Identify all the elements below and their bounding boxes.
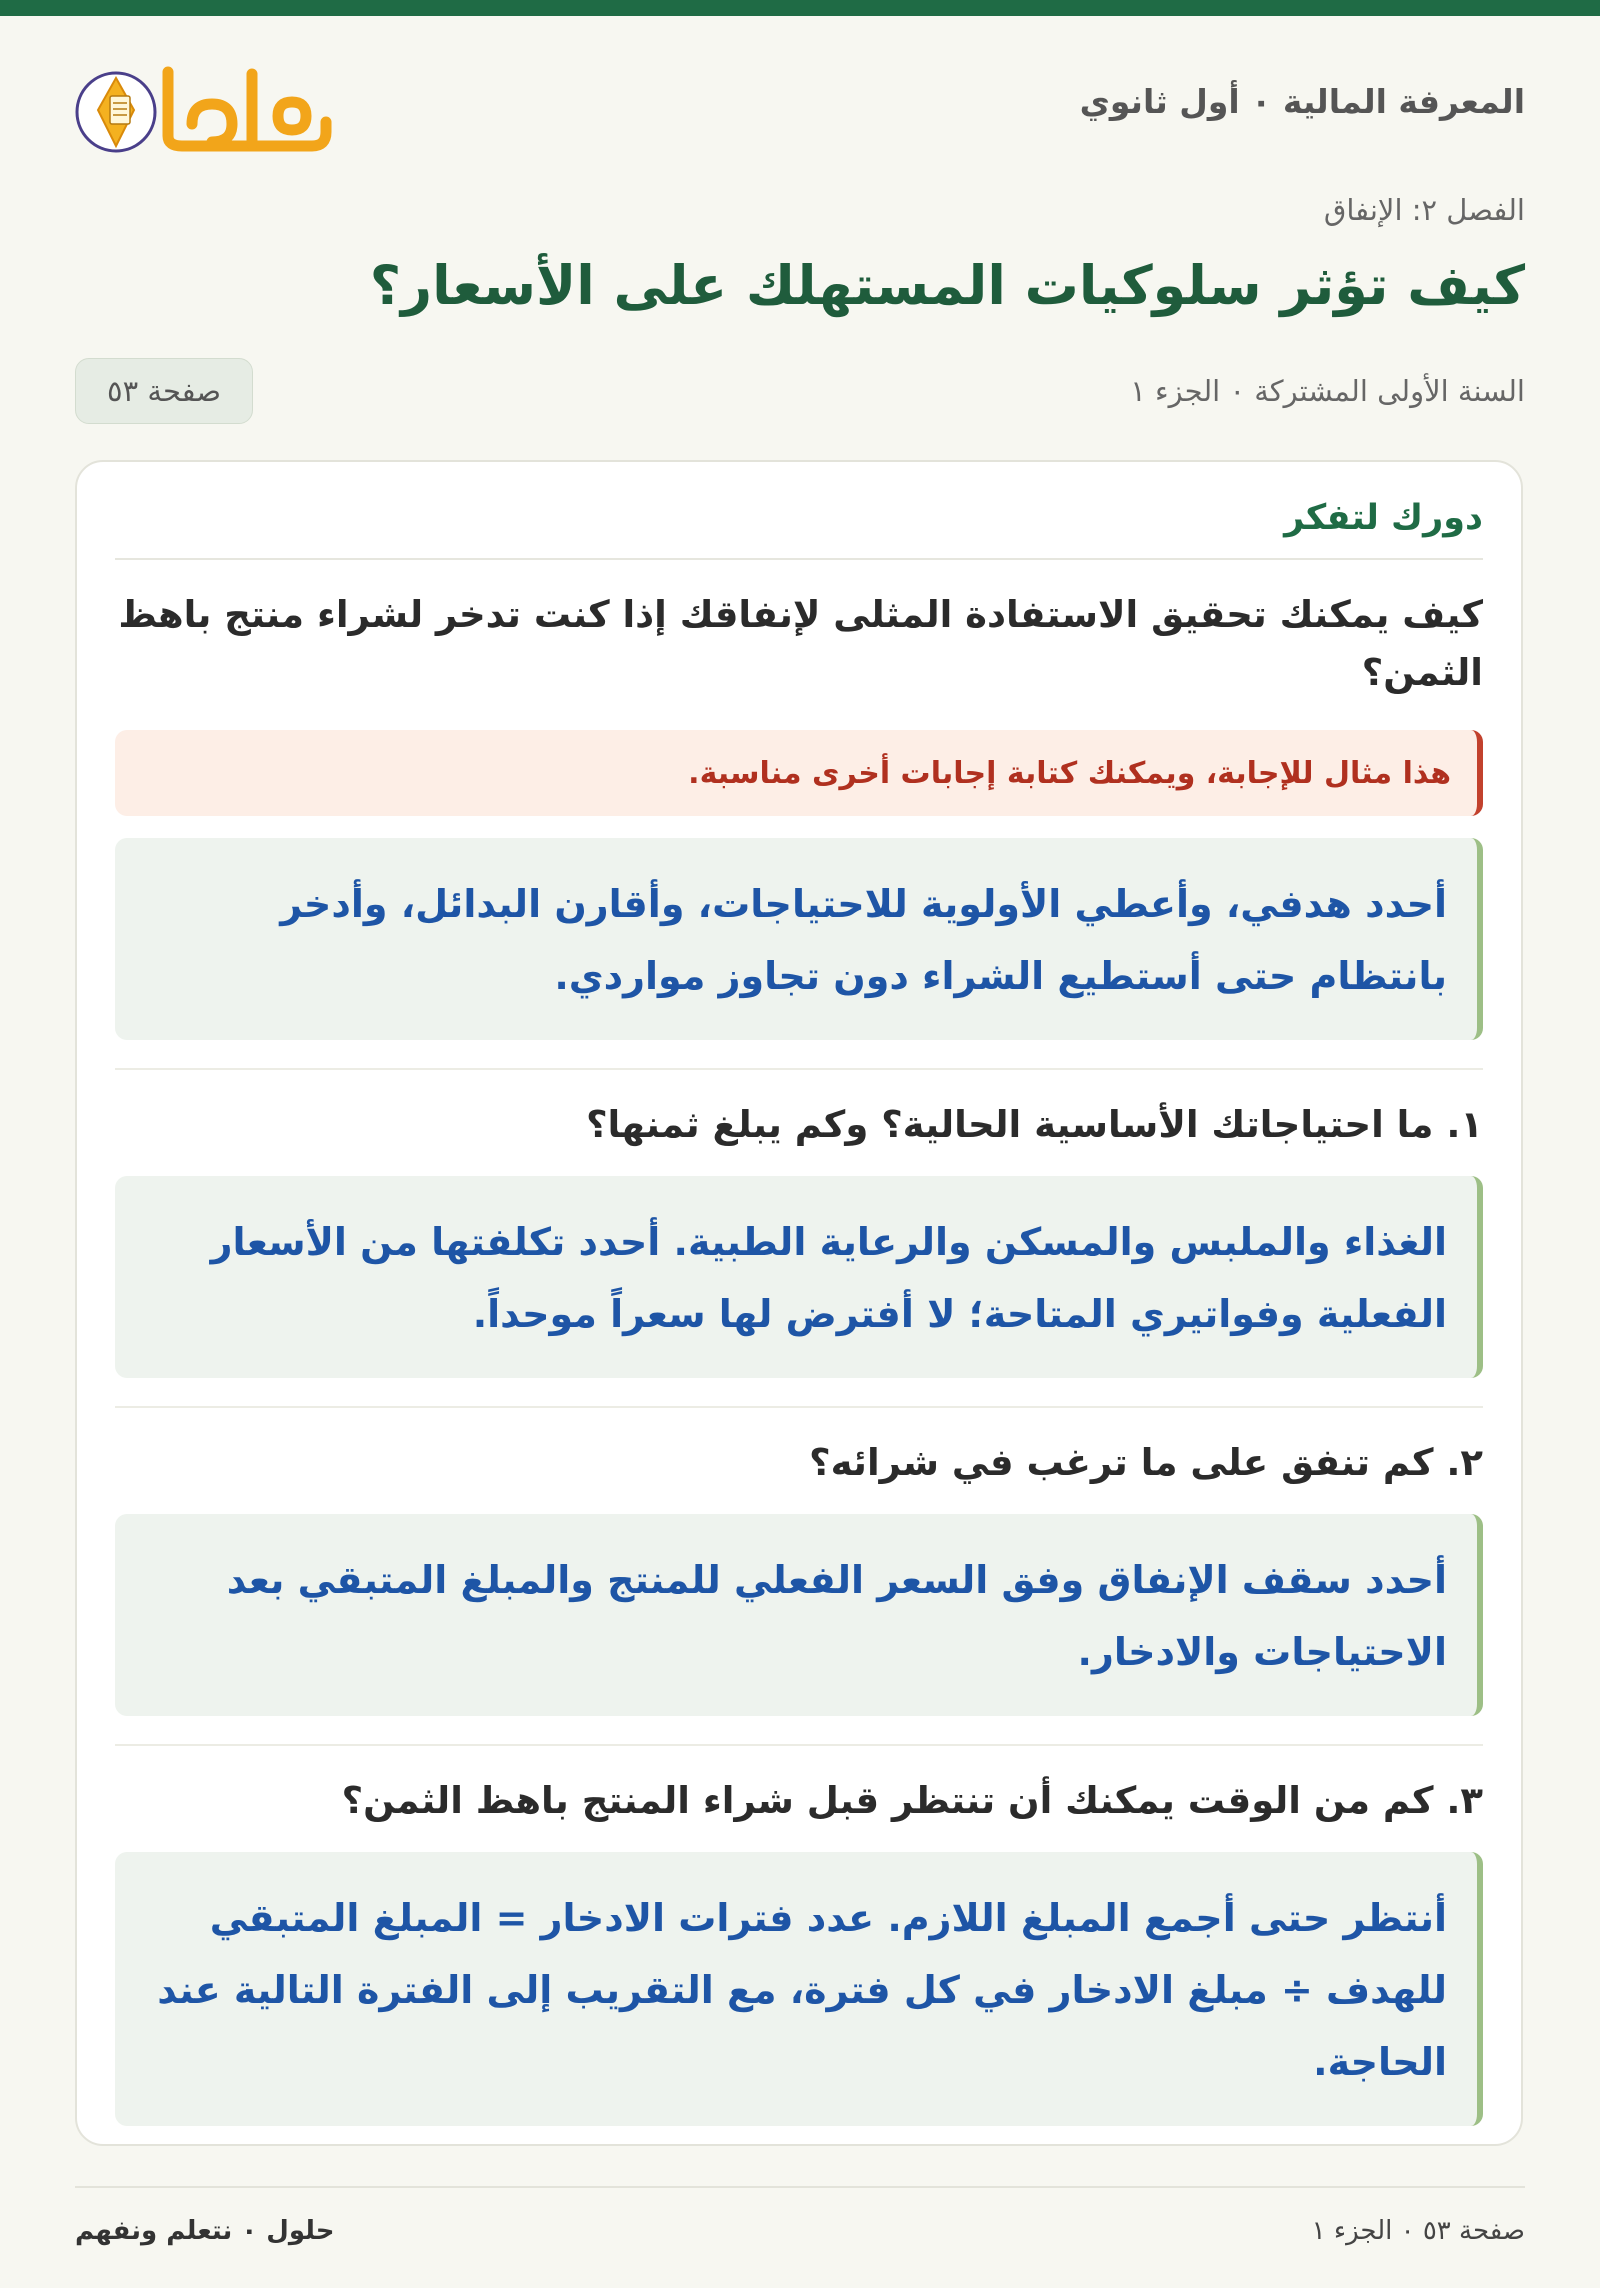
exercise-card <box>75 460 1523 2146</box>
page-number-badge: صفحة ٥٣ <box>75 358 253 424</box>
divider <box>115 1406 1483 1408</box>
footer-page-info: صفحة ٥٣ ٠ الجزء ١ <box>1311 2216 1525 2246</box>
page-title: كيف تؤثر سلوكيات المستهلك على الأسعار؟ <box>369 254 1525 317</box>
answer-1: الغذاء والملبس والمسكن والرعاية الطبية. أحدد تكلفتها من الأسعار الفعلية وفواتيري المتاحة؛ لا أفترض لها سعراً موحداً. <box>115 1176 1483 1378</box>
answer-3: أنتظر حتى أجمع المبلغ اللازم. عدد فترات الادخار = المبلغ المتبقي للهدف ÷ مبلغ الادخار في كل فترة، مع التقريب إلى الفترة التالية عند الحاجة. <box>115 1852 1483 2126</box>
divider <box>115 1068 1483 1070</box>
divider <box>115 1744 1483 1746</box>
answer-2: أحدد سقف الإنفاق وفق السعر الفعلي للمنتج والمبلغ المتبقي بعد الاحتياجات والادخار. <box>115 1514 1483 1716</box>
brand-wordmark <box>168 72 326 146</box>
question-3: ٣. كم من الوقت يمكنك أن تنتظر قبل شراء المنتج باهظ الثمن؟ <box>341 1779 1483 1822</box>
question-2: ٢. كم تنفق على ما ترغب في شرائه؟ <box>809 1441 1483 1484</box>
question-1: ١. ما احتياجاتك الأساسية الحالية؟ وكم يبلغ ثمنها؟ <box>586 1103 1483 1146</box>
top-accent-bar <box>0 0 1600 16</box>
section-title: دورك لتفكر <box>115 498 1483 560</box>
sample-answer-note: هذا مثال للإجابة، ويمكنك كتابة إجابات أخرى مناسبة. <box>115 730 1483 816</box>
brand-logo <box>72 54 336 164</box>
book-logo-icon <box>77 73 155 151</box>
subject-grade-label: المعرفة المالية ٠ أول ثانوي <box>1079 82 1525 121</box>
footer-divider <box>75 2186 1525 2188</box>
main-question: كيف يمكنك تحقيق الاستفادة المثلى لإنفاقك إذا كنت تدخر لشراء منتج باهظ الثمن؟ <box>118 593 1483 694</box>
course-meta: السنة الأولى المشتركة ٠ الجزء ١ <box>1130 374 1525 408</box>
chapter-label: الفصل ٢: الإنفاق <box>1323 193 1525 227</box>
main-answer: أحدد هدفي، وأعطي الأولوية للاحتياجات، وأقارن البدائل، وأدخر بانتظام حتى أستطيع الشراء دون تجاوز مواردي. <box>115 838 1483 1040</box>
footer-brand-tagline: حلول ٠ نتعلم ونفهم <box>75 2216 335 2246</box>
